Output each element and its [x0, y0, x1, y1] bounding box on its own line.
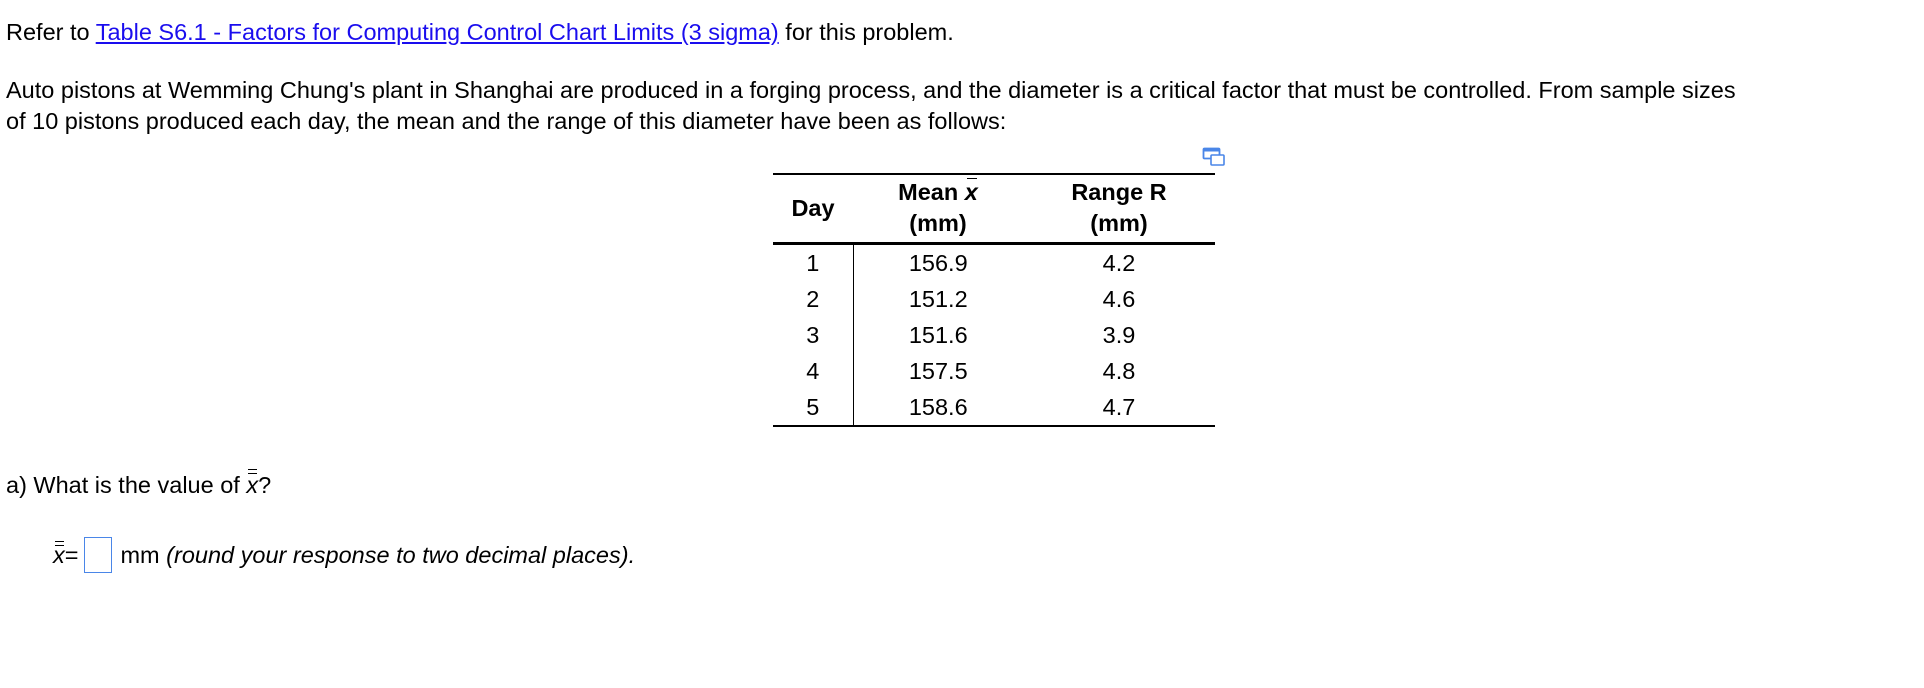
header-range-label: Range R	[1071, 179, 1167, 205]
mean-cell: 158.6	[853, 389, 1023, 426]
mean-cell: 156.9	[908, 250, 968, 276]
table-row	[773, 244, 1215, 282]
header-mean	[853, 174, 1023, 244]
answer-equals: =	[64, 541, 79, 568]
problem-text-line-1: Auto pistons at Wemming Chung's plant in Shanghai are produced in a forging process, and the diameter is a critical factor that must be controlled. From sample sizes	[6, 77, 1736, 103]
piston-diameter-table	[773, 173, 1215, 427]
x-bar-symbol: x	[965, 177, 978, 208]
day-cell: 5	[773, 389, 853, 426]
table-row	[773, 389, 1215, 426]
table-row	[773, 317, 1215, 353]
problem-text-line-2: of 10 pistons produced each day, the mean and the range of this diameter have been as follows:	[6, 108, 1007, 134]
table-s6-1-link[interactable]: Table S6.1 - Factors for Computing Control Chart Limits (3 sigma)	[95, 19, 779, 45]
range-cell: 4.2	[1102, 250, 1136, 276]
table-header-row	[773, 174, 1215, 244]
instruction-line	[6, 17, 954, 47]
copy-icon[interactable]	[1202, 147, 1226, 167]
header-day	[773, 174, 853, 244]
x-double-bar-symbol: x	[246, 472, 259, 498]
table-row	[773, 353, 1215, 389]
header-mean-unit: (mm)	[909, 210, 967, 236]
day-cell: 3	[773, 317, 853, 353]
mean-cell: 151.2	[908, 286, 968, 312]
instruction-suffix: for this problem.	[778, 19, 954, 45]
instruction-prefix: Refer to	[6, 19, 96, 45]
question-a-prefix: a) What is the value of	[6, 472, 247, 498]
range-cell: 4.8	[1102, 358, 1136, 384]
range-cell: 3.9	[1102, 322, 1136, 348]
mean-cell: 157.5	[908, 358, 968, 384]
header-range-unit: (mm)	[1090, 210, 1148, 236]
range-cell: 4.7	[1023, 389, 1215, 426]
header-range	[1023, 174, 1215, 244]
day-cell: 4	[773, 353, 853, 389]
answer-unit: mm	[120, 541, 160, 568]
range-cell: 4.6	[1102, 286, 1136, 312]
question-a	[6, 470, 271, 500]
question-a-suffix: ?	[258, 472, 272, 498]
day-cell: 1	[773, 244, 853, 282]
answer-x-double-bar-symbol: x	[53, 541, 65, 568]
answer-row	[53, 536, 635, 574]
x-double-bar-answer-input[interactable]	[84, 537, 112, 573]
mean-cell: 151.6	[908, 322, 968, 348]
day-cell: 2	[773, 281, 853, 317]
table-row	[773, 281, 1215, 317]
header-day-label: Day	[791, 194, 835, 221]
rounding-hint: (round your response to two decimal places).	[166, 541, 636, 568]
header-mean-label: Mean	[898, 179, 959, 205]
